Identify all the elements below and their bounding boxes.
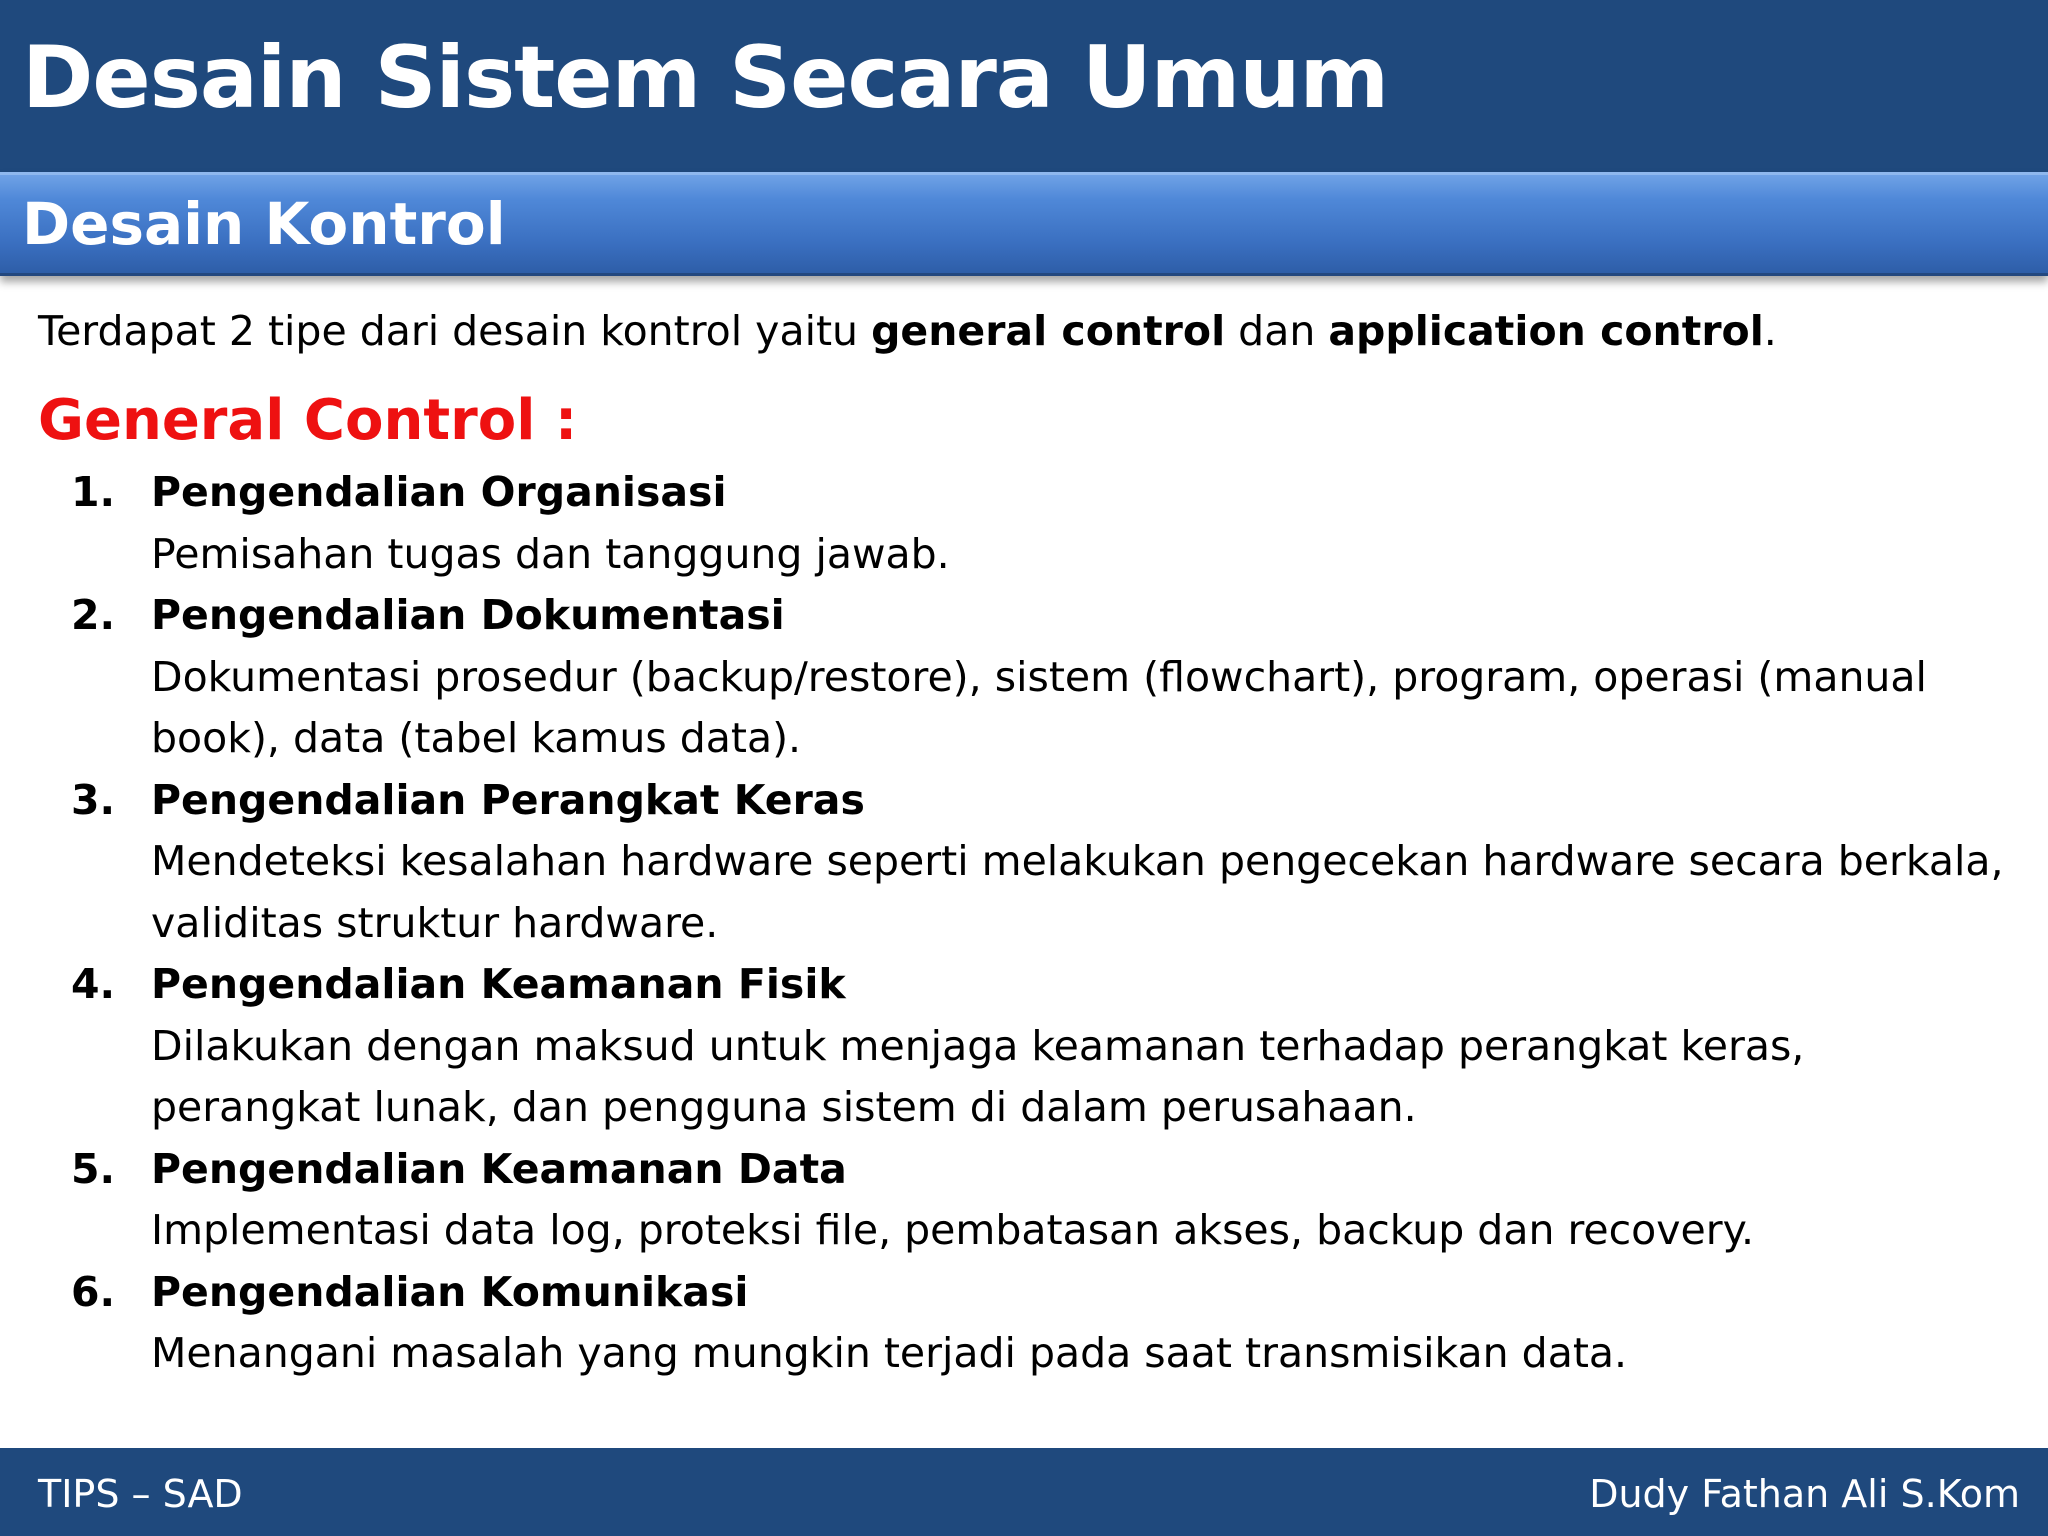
item-title: Pengendalian Dokumentasi xyxy=(151,591,785,639)
item-description: Pemisahan tugas dan tanggung jawab. xyxy=(151,529,950,578)
intro-text-after: . xyxy=(1763,307,1777,355)
list-item xyxy=(38,954,2018,1139)
item-number: 6. xyxy=(71,1267,116,1316)
slide-content xyxy=(38,300,2018,1385)
item-description: Menangani masalah yang mungkin terjadi pada saat transmisikan data. xyxy=(151,1329,1628,1377)
list-item xyxy=(38,1262,2018,1385)
intro-text-before: Terdapat 2 tipe dari desain kontrol yaitu xyxy=(38,307,872,355)
list-item xyxy=(38,585,2018,770)
item-number: 3. xyxy=(71,775,116,824)
list-item xyxy=(38,770,2018,955)
item-description: Mendeteksi kesalahan hardware seperti melakukan pengecekan hardware secara berkala, validitas struktur hardware. xyxy=(151,837,2004,947)
item-number: 2. xyxy=(71,591,116,639)
list-item xyxy=(38,462,2018,585)
item-title: Pengendalian Komunikasi xyxy=(151,1267,749,1316)
control-list xyxy=(38,462,2018,1385)
item-title: Pengendalian Keamanan Fisik xyxy=(151,960,846,1008)
list-item xyxy=(38,1139,2018,1262)
footer-bar xyxy=(0,1448,2048,1536)
item-title: Pengendalian Keamanan Data xyxy=(151,1144,847,1193)
footer-author: Dudy Fathan Ali S.Kom xyxy=(1589,1472,2020,1516)
intro-text-middle: dan xyxy=(1225,307,1329,355)
intro-paragraph xyxy=(38,300,2018,362)
slide-subtitle: Desain Kontrol xyxy=(22,190,506,258)
item-title: Pengendalian Organisasi xyxy=(151,468,727,516)
subtitle-bar xyxy=(0,172,2048,276)
item-number: 4. xyxy=(71,960,116,1008)
item-description: Dokumentasi prosedur (backup/restore), sistem (flowchart), program, operasi (manual book), data (tabel kamus data). xyxy=(151,652,1927,762)
section-heading: General Control : xyxy=(38,388,578,453)
slide-title: Desain Sistem Secara Umum xyxy=(22,28,1389,128)
item-description: Implementasi data log, proteksi file, pembatasan akses, backup dan recovery. xyxy=(151,1206,1755,1254)
item-title: Pengendalian Perangkat Keras xyxy=(151,775,865,824)
item-number: 5. xyxy=(71,1144,116,1193)
item-number: 1. xyxy=(71,468,116,516)
footer-course: TIPS – SAD xyxy=(38,1472,243,1516)
item-description: Dilakukan dengan maksud untuk menjaga keamanan terhadap perangkat keras, perangkat lunak, dan pengguna sistem di dalam perusahaan. xyxy=(151,1021,1805,1131)
title-bar xyxy=(0,0,2048,172)
intro-bold-application-control: application control xyxy=(1328,307,1764,355)
intro-bold-general-control: general control xyxy=(871,307,1226,355)
